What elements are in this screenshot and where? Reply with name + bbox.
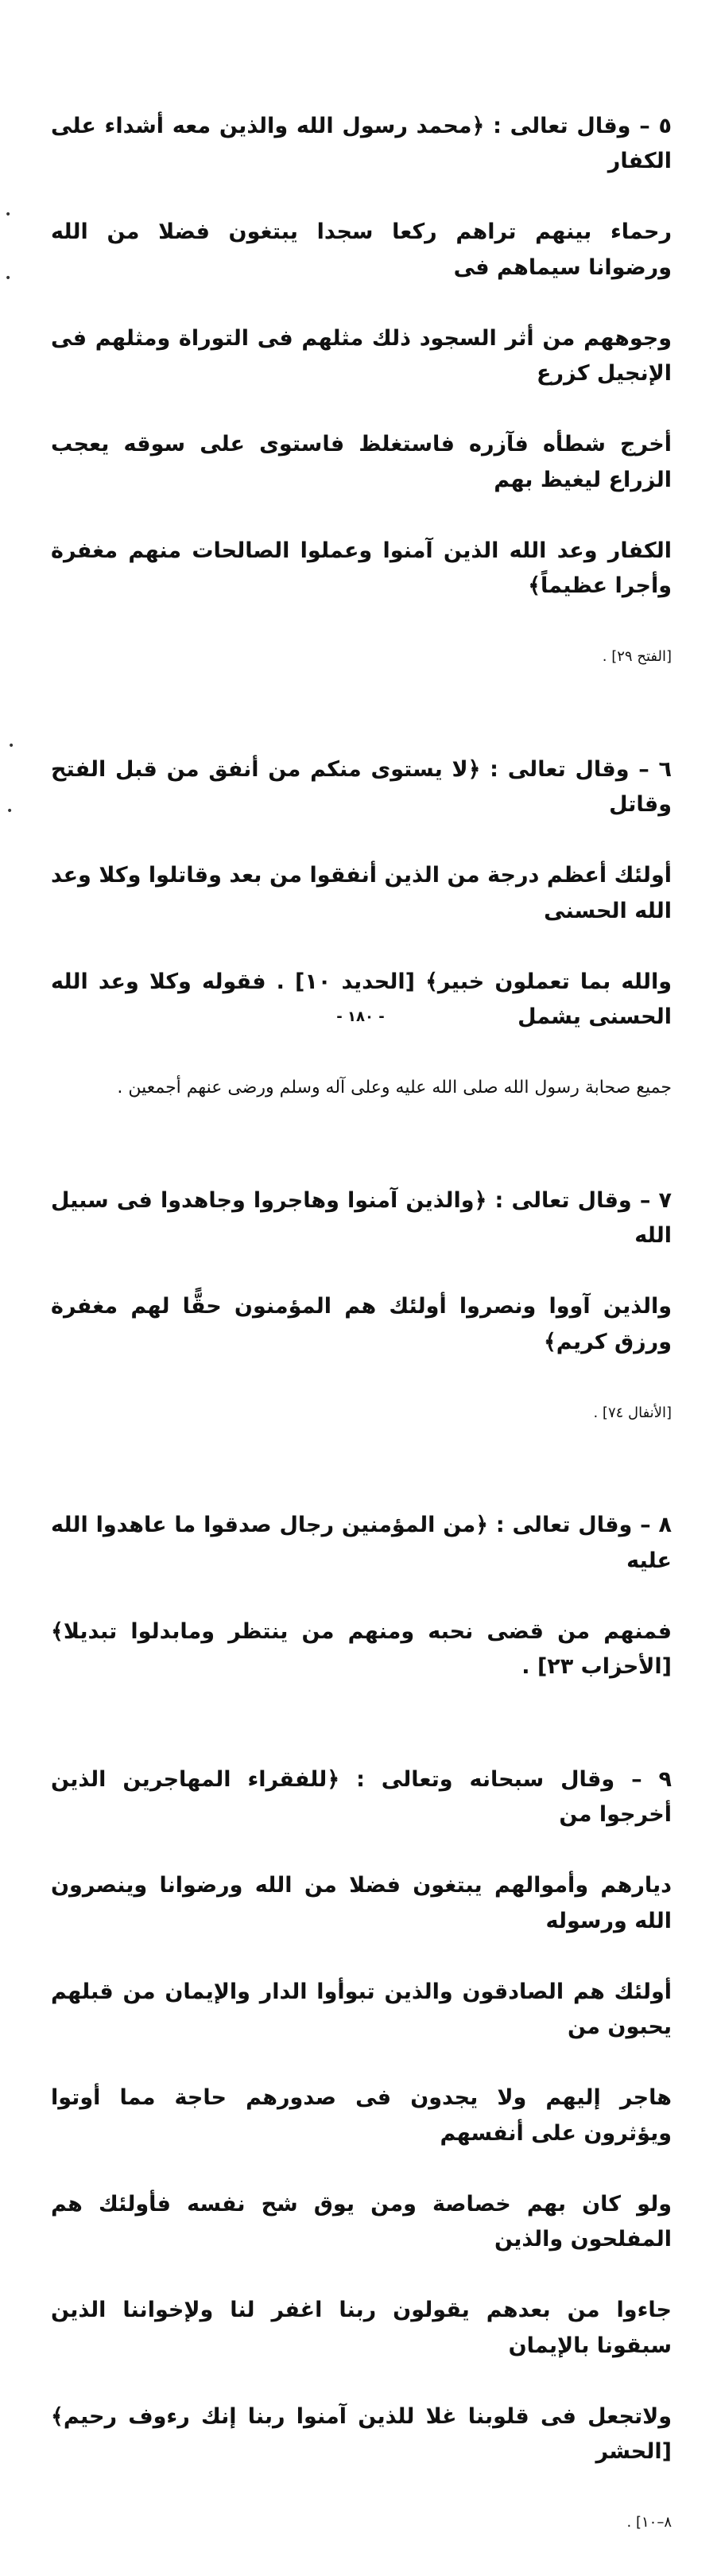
text-line: جاءوا من بعدهم يقولون ربنا اغفر لنا ولإخواننا الذين سبقونا بالإيمان bbox=[51, 2298, 672, 2358]
citation: ٨–١٠] . bbox=[626, 2514, 672, 2531]
text-line: الكفار وعد الله الذين آمنوا وعملوا الصالحات منهم مغفرة وأجرا عظيماً﴾ bbox=[51, 538, 672, 598]
text-line: هاجر إليهم ولا يجدون فى صدورهم حاجة مما أوتوا ويؤثرون على أنفسهم bbox=[51, 2085, 672, 2146]
text-line: جميع صحابة رسول الله صلى الله عليه وعلى آله وسلم ورضى عنهم أجمعين . bbox=[117, 1078, 672, 1098]
text-line: أولئك هم الصادقون والذين تبوأوا الدار والإيمان من قبلهم يحبون من bbox=[51, 1979, 672, 2039]
text-line: ٨ – وقال تعالى : ﴿من المؤمنين رجال صدقوا ما عاهدوا الله عليه bbox=[51, 1513, 672, 1573]
text-line: والذين آووا ونصروا أولئك هم المؤمنون حقًّا لهم مغفرة ورزق كريم﴾ bbox=[51, 1294, 672, 1354]
text-line: وجوههم من أثر السجود ذلك مثلهم فى التوراة ومثلهم فى الإنجيل كزرع bbox=[51, 325, 672, 386]
text-line: والله بما تعملون خبير﴾ [الحديد ١٠] . فقوله وكلا وعد الله الحسنى يشمل bbox=[51, 969, 672, 1029]
text-line: ولو كان بهم خصاصة ومن يوق شح نفسه فأولئك هم المفلحون والذين bbox=[51, 2191, 672, 2252]
text-line: رحماء بينهم تراهم ركعا سجدا يبتغون فضلا من الله ورضوانا سيماهم فى bbox=[51, 220, 672, 280]
text-line: أخرج شطأه فآزره فاستغلظ فاستوى على سوقه يعجب الزراع ليغيظ بهم bbox=[51, 432, 672, 492]
text-line: ديارهم وأموالهم يبتغون فضلا من الله ورضوانا وينصرون الله ورسوله bbox=[51, 1873, 672, 1933]
paragraph-9 bbox=[51, 1727, 672, 2576]
text-line: ٧ – وقال تعالى : ﴿والذين آمنوا وهاجروا وجاهدوا فى سبيل الله bbox=[51, 1187, 672, 1248]
text-line: ٥ – وقال تعالى : ﴿محمد رسول الله والذين معه أشداء على الكفار bbox=[51, 113, 672, 173]
margin-dot: • bbox=[5, 208, 12, 221]
text-line: أولئك أعظم درجة من الذين أنفقوا من بعد وقاتلوا وكلا وعد الله الحسنى bbox=[51, 863, 672, 923]
paragraph-7 bbox=[51, 1148, 672, 1467]
text-line: ولاتجعل فى قلوبنا غلا للذين آمنوا ربنا إنك رءوف رحيم﴾ [الحشر bbox=[51, 2403, 672, 2464]
text-line: ٦ – وقال تعالى : ﴿لا يستوى منكم من أنفق من قبل الفتح وقاتل bbox=[51, 756, 672, 817]
page-number: - ١٨٠ - bbox=[336, 1008, 385, 1025]
paragraph-5 bbox=[51, 73, 672, 710]
margin-dot: • bbox=[5, 272, 12, 285]
citation: [الفتح ٢٩] . bbox=[602, 648, 672, 665]
paragraph-6 bbox=[51, 717, 672, 1141]
margin-dot: • bbox=[8, 740, 15, 752]
text-line: ٩ – وقال سبحانه وتعالى : ﴿للفقراء المهاجرين الذين أخرجوا من bbox=[51, 1766, 672, 1827]
text-line: فمنهم من قضى نحبه ومنهم من ينتظر ومابدلوا تبديلا﴾ [الأحزاب ٢٣] . bbox=[51, 1618, 672, 1679]
citation: [الأنفال ٧٤] . bbox=[593, 1404, 672, 1421]
margin-dot: • bbox=[6, 805, 14, 818]
paragraph-8 bbox=[51, 1473, 672, 1721]
